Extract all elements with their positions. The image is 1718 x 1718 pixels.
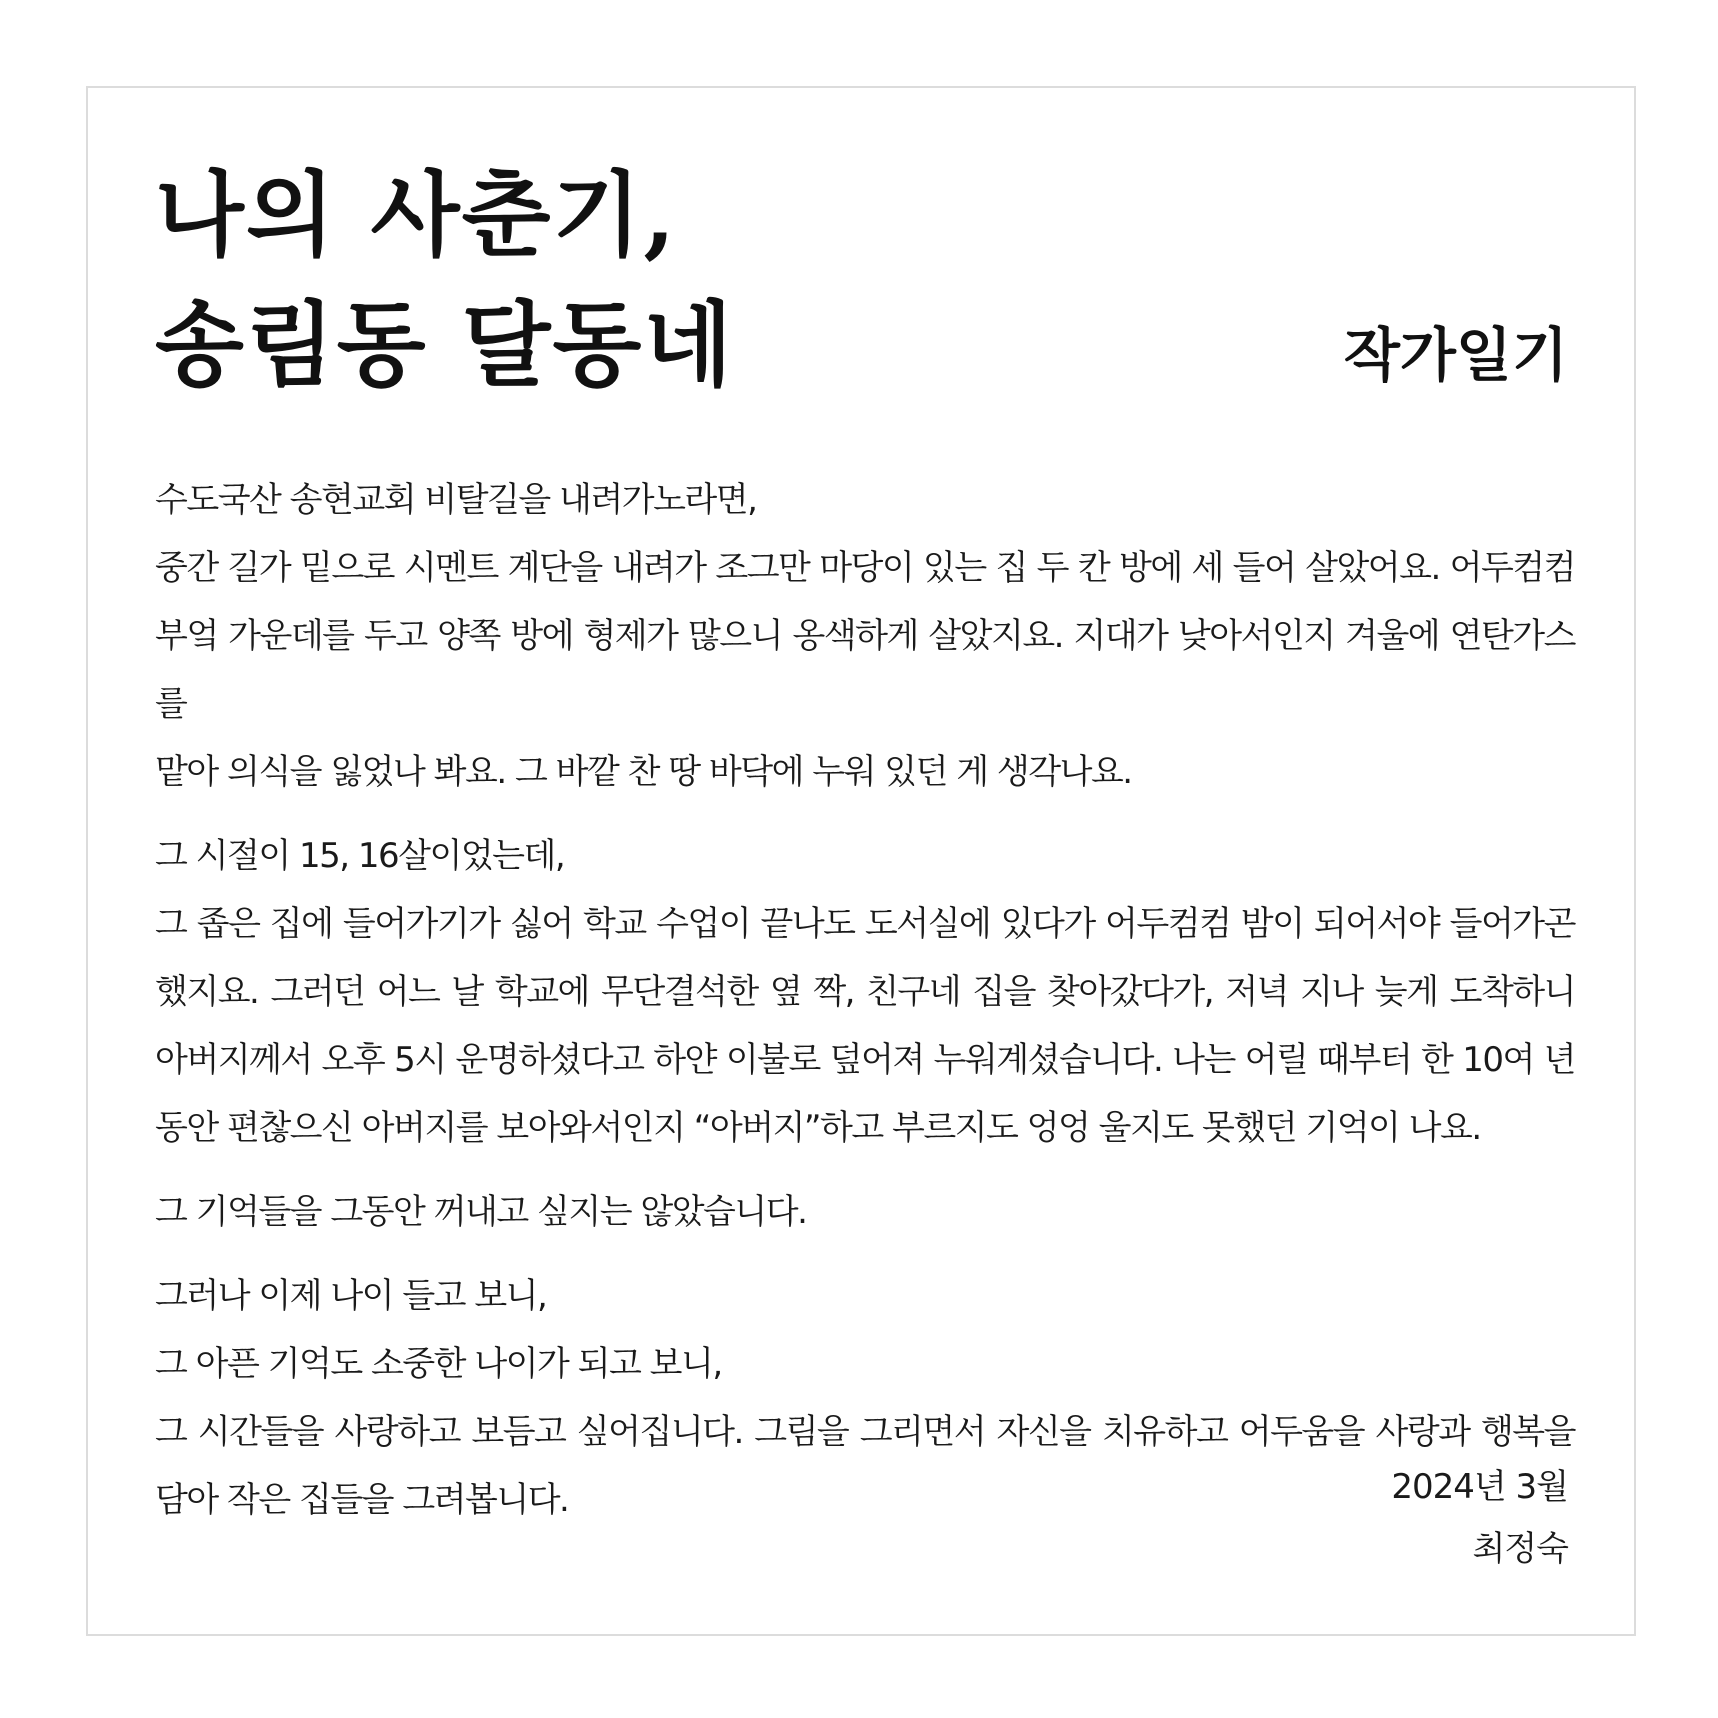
text-line: 그 시절이 15, 16살이었는데, — [155, 836, 565, 876]
paragraph-3 — [155, 1178, 1575, 1246]
text-line: 중간 길가 밑으로 시멘트 계단을 내려가 조그만 마당이 있는 집 두 칸 방에 세 들어 살았어요. 어두컴컴 — [155, 548, 1575, 588]
text-line: 맡아 의식을 잃었나 봐요. 그 바깥 찬 땅 바닥에 누워 있던 게 생각나요. — [155, 752, 1132, 792]
signature-author: 최정숙 — [1472, 1529, 1568, 1569]
text-line: 그러나 이제 나이 들고 보니, — [155, 1276, 547, 1316]
text-line: 그 아픈 기억도 소중한 나이가 되고 보니, — [155, 1344, 722, 1384]
signature-date: 2024년 3월 — [1391, 1467, 1568, 1507]
text-line: 부엌 가운데를 두고 양쪽 방에 형제가 많으니 옹색하게 살았지요. 지대가 낮아서인지 겨울에 연탄가스를 — [155, 616, 1575, 724]
text-line: 아버지께서 오후 5시 운명하셨다고 하얀 이불로 덮어져 누워계셨습니다. 나는 어릴 때부터 한 10여 년 — [155, 1040, 1575, 1080]
text-line: 했지요. 그러던 어느 날 학교에 무단결석한 옆 짝, 친구네 집을 찾아갔다가, 저녁 지나 늦게 도착하니 — [155, 972, 1575, 1012]
essay-body — [155, 466, 1575, 1550]
text-line: 그 좁은 집에 들어가기가 싫어 학교 수업이 끝나도 도서실에 있다가 어두컴컴 밤이 되어서야 들어가곤 — [155, 904, 1575, 944]
text-line: 그 시간들을 사랑하고 보듬고 싶어집니다. 그림을 그리면서 자신을 치유하고 어두움을 사랑과 행복을 — [155, 1412, 1575, 1452]
text-line: 수도국산 송현교회 비탈길을 내려가노라면, — [155, 480, 757, 520]
title-line-1: 나의 사춘기, — [155, 161, 678, 269]
author-diary-label: 작가일기 — [1343, 321, 1568, 389]
text-line: 동안 편찮으신 아버지를 보아와서인지 “아버지”하고 부르지도 엉엉 울지도 못했던 기억이 나요. — [155, 1108, 1481, 1148]
signature-block — [1391, 1456, 1568, 1580]
text-line: 그 기억들을 그동안 꺼내고 싶지는 않았습니다. — [155, 1192, 807, 1232]
paragraph-2 — [155, 822, 1575, 1162]
text-line: 담아 작은 집들을 그려봅니다. — [155, 1480, 569, 1520]
paragraph-4 — [155, 1262, 1575, 1534]
paragraph-1 — [155, 466, 1575, 806]
page-title — [155, 150, 734, 410]
title-line-2: 송림동 달동네 — [155, 291, 735, 399]
